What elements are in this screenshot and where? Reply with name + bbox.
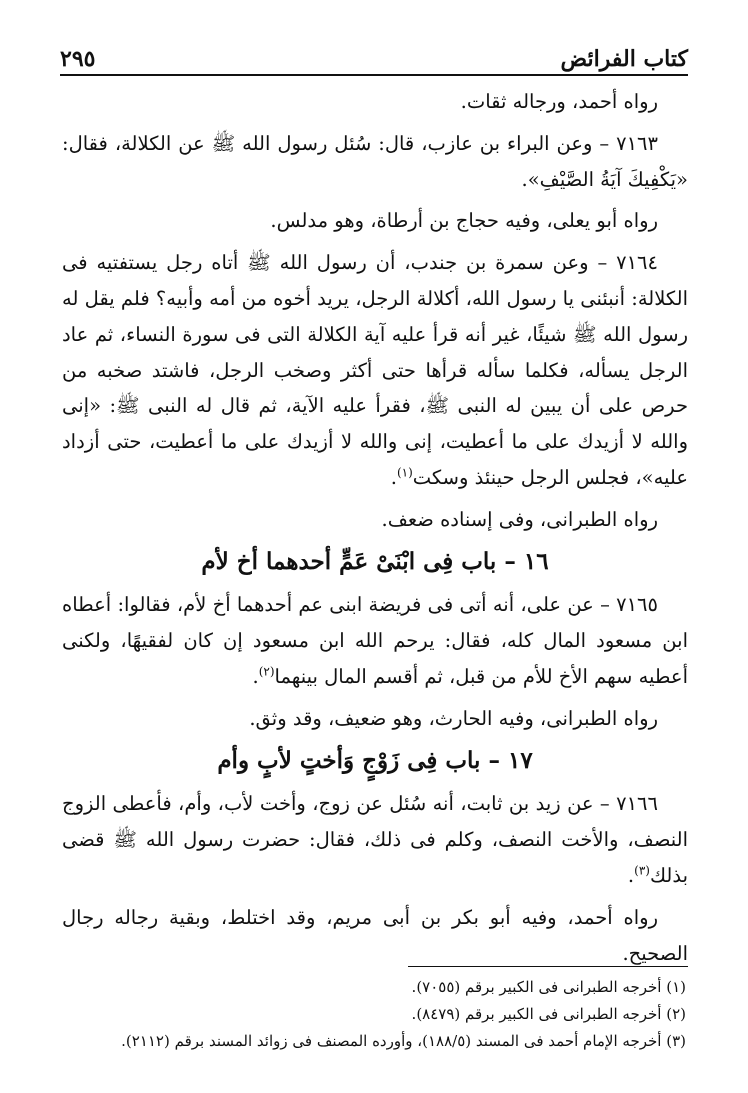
hadith-7163: ٧١٦٣ – وعن البراء بن عازب، قال: سُئل رسول الله ﷺ عن الكلالة، فقال: «يَكْفِيكَ آيَةُ الصَّيْفِ». bbox=[62, 131, 688, 191]
chapter-heading-16: ١٦ – باب فِى ابْنَىْ عَمٍّ أحدهما أخ لأم bbox=[201, 547, 549, 575]
paragraph-7: رواه الطبرانى، وفيه الحارث، وهو ضعيف، وقد وثق. bbox=[249, 706, 658, 730]
footnote-divider bbox=[408, 966, 688, 967]
footnote-ref-2[interactable]: (٢) bbox=[258, 664, 275, 679]
paragraph-9: رواه أحمد، وفيه أبو بكر بن أبى مريم، وقد اختلط، وبقية رجاله رجال الصحيح. bbox=[62, 905, 688, 965]
chapter-heading-17: ١٧ – باب فِى زَوْجٍ وَأختٍ لأبٍ وأم bbox=[217, 746, 533, 774]
main-text bbox=[62, 84, 688, 977]
hadith-7166-text: ٧١٦٦ – عن زيد بن ثابت، أنه سُئل عن زوج، وأخت لأب، وأم، فأعطى الزوج النصف، والأخت النصف، وكلم فى ذلك، فقال: حضرت رسول الله ﷺ قضى بذلك bbox=[62, 792, 688, 887]
paragraph-5: رواه الطبرانى، وفى إسناده ضعف. bbox=[381, 507, 658, 531]
footnote-2: (٢) أخرجه الطبرانى فى الكبير برقم (٨٤٧٩). bbox=[411, 1005, 686, 1023]
footnote-ref-3[interactable]: (٣) bbox=[634, 863, 650, 878]
footnote-1: (١) أخرجه الطبرانى فى الكبير برقم (٧٠٥٥). bbox=[411, 978, 686, 996]
hadith-7164-text: ٧١٦٤ – وعن سمرة بن جندب، أن رسول الله ﷺ أتاه رجل يستفتيه فى الكلالة: أنبئنى يا رسول الله، أكلالة الرجل، يريد أخوه من أمه وأبيه؟ فلم يقل له رسول الله ﷺ شيئًا، غير أنه قرأ عليه آية الكلالة التى فى سورة النساء، ثم عاد الرجل يسأله، فكلما سأله قرأها حتى أكثر وصخب الرجل، فاشتد صخبه من حرص على أن يبين له النبى ﷺ، فقرأ عليه الآية، ثم قال له النبى ﷺ: «إنى والله لا أزيدك على ما أعطيت، إنى والله لا أزيدك على ما أعطيت، حتى أزداد عليه»، فجلس الرجل حينئذ وسكت bbox=[62, 251, 688, 489]
paragraph-3: رواه أبو يعلى، وفيه حجاج بن أرطاة، وهو مدلس. bbox=[270, 209, 658, 233]
hadith-7164: ٧١٦٤ – وعن سمرة بن جندب، أن رسول الله ﷺ أتاه رجل يستفتيه فى الكلالة: أنبئنى يا رسول الله، أكلالة الرجل، يريد أخوه من أمه وأبيه؟ فلم يقل له رسول الله ﷺ شيئًا، غير أنه قرأ عليه آية الكلالة التى فى سورة النساء، ثم عاد الرجل يسأله، فكلما سأله قرأها حتى أكثر وصخب الرجل، فاشتد صخبه من حرص على أن يبين له النبى ﷺ، فقرأ عليه الآية، ثم قال له النبى ﷺ: «إنى والله لا أزيدك على ما أعطيت، إنى والله لا أزيدك على ما أعطيت، حتى أزداد عليه»، فجلس الرجل حينئذ وسكت$^{(١)}$. bbox=[62, 251, 688, 489]
hadith-7165-text: ٧١٦٥ – عن على، أنه أتى فى فريضة ابنى عم أحدهما أخ لأم، فقالوا: أعطاه ابن مسعود المال كله، فقال: يرحم الله ابن مسعود إن كان لفقيهًا، ولكنى أعطيه سهم الأخ للأم من قبل، ثم أقسم المال بينهما bbox=[62, 593, 688, 688]
footnotes bbox=[60, 974, 686, 1055]
footnote-ref-1[interactable]: (١) bbox=[396, 465, 413, 480]
footnote-3: (٣) أخرجه الإمام أحمد فى المسند (١٨٨/٥)، وأورده المصنف فى زوائد المسند برقم (٢١١٢). bbox=[121, 1032, 686, 1050]
hadith-7165: ٧١٦٥ – عن على، أنه أتى فى فريضة ابنى عم أحدهما أخ لأم، فقالوا: أعطاه ابن مسعود المال كله، فقال: يرحم الله ابن مسعود إن كان لفقيهًا، ولكنى أعطيه سهم الأخ للأم من قبل، ثم أقسم المال بينهما$^{(٢)}$. bbox=[62, 593, 688, 688]
page-header bbox=[60, 38, 688, 76]
hadith-7166: ٧١٦٦ – عن زيد بن ثابت، أنه سُئل عن زوج، وأخت لأب، وأم، فأعطى الزوج النصف، والأخت النصف، وكلم فى ذلك، فقال: حضرت رسول الله ﷺ قضى بذلك$^{(٣)}$. bbox=[62, 792, 688, 887]
page-number: ٢٩٥ bbox=[60, 46, 96, 72]
paragraph-1: رواه أحمد، ورجاله ثقات. bbox=[460, 90, 658, 113]
running-title: كتاب الفرائض bbox=[560, 46, 688, 72]
